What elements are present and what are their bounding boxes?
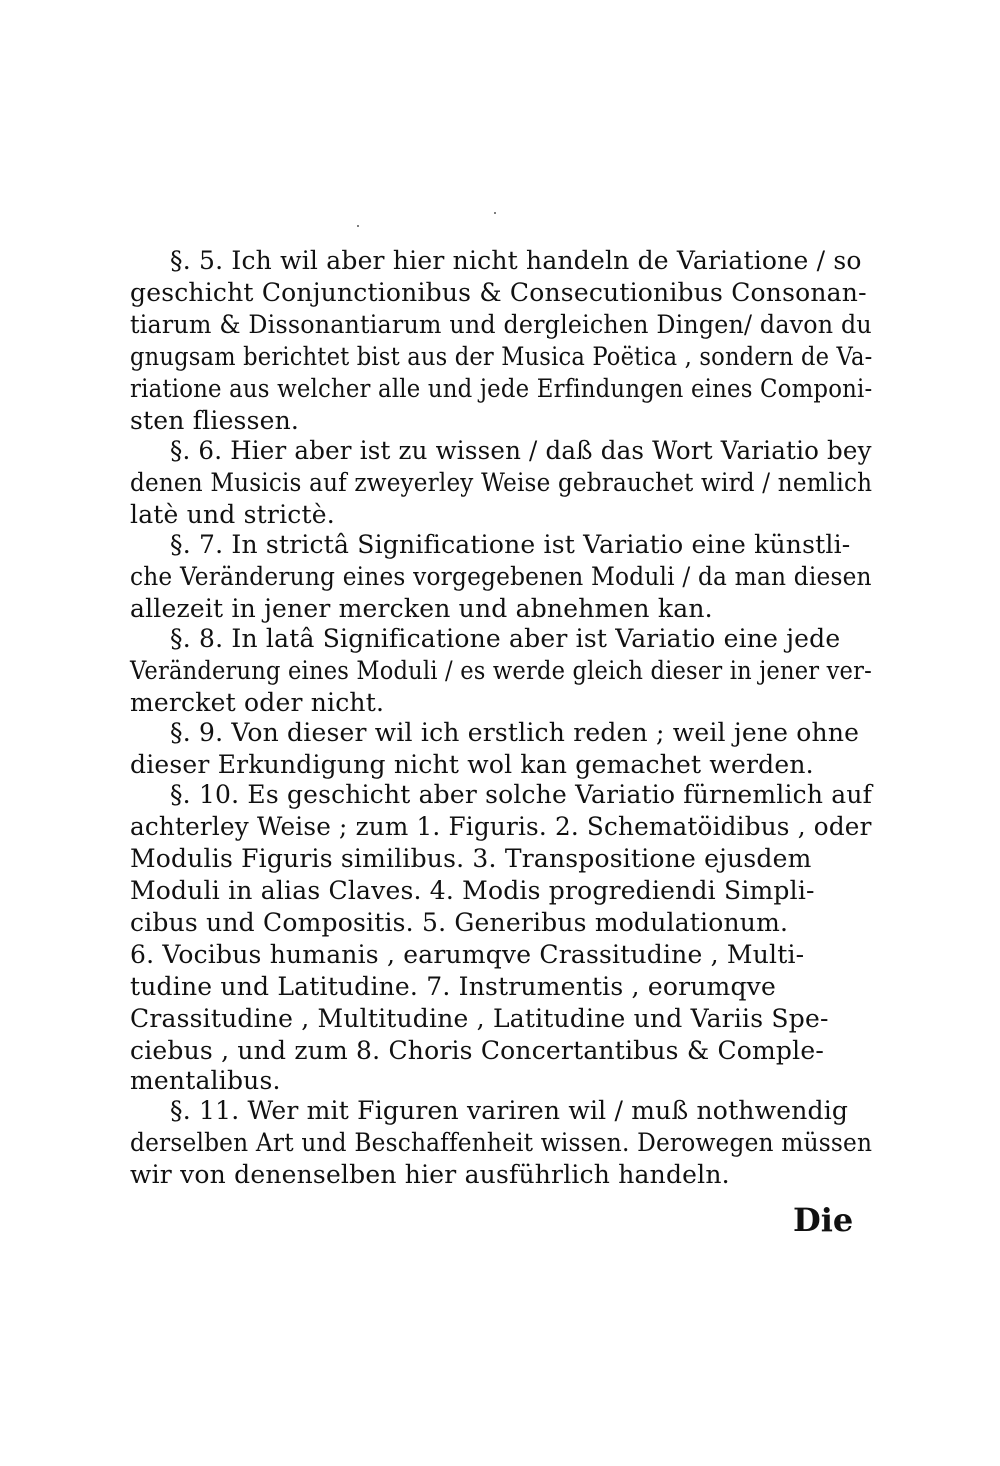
text-line: wir von denenselben hier ausführlich handeln.: [130, 1160, 730, 1189]
text-line: allezeit in jener mercken und abnehmen kan.: [130, 594, 713, 623]
text-line: Moduli in alias Claves. 4. Modis progrediendi Simpli-: [130, 876, 815, 905]
text-line: §. 8. In latâ Significatione aber ist Variatio eine jede: [170, 624, 841, 653]
text-line: tiarum & Dissonantiarum und dergleichen Dingen/ davon du: [130, 310, 872, 339]
text-line: cibus und Compositis. 5. Generibus modulationum.: [130, 908, 789, 937]
text-line: §. 5. Ich wil aber hier nicht handeln de Variatione / so: [170, 246, 862, 275]
text-line: §. 10. Es geschicht aber solche Variatio fürnemlich auf: [170, 780, 873, 809]
text-line: gnugsam berichtet bist aus der Musica Poëtica , sondern de Va-: [130, 342, 873, 371]
text-line: sten fliessen.: [130, 406, 300, 435]
text-line: che Veränderung eines vorgegebenen Moduli / da man diesen: [130, 562, 872, 591]
text-line: mercket oder nicht.: [130, 688, 385, 717]
catchword: Die: [793, 1201, 854, 1239]
text-line: dieser Erkundigung nicht wol kan gemachet werden.: [130, 750, 814, 779]
text-line: denen Musicis auf zweyerley Weise gebrauchet wird / nemlich: [130, 468, 873, 497]
text-line: latè und strictè.: [130, 500, 335, 529]
text-line: 6. Vocibus humanis , earumqve Crassitudine , Multi-: [130, 940, 805, 969]
text-line: riatione aus welcher alle und jede Erfindungen eines Componi-: [130, 374, 873, 403]
text-line: §. 6. Hier aber ist zu wissen / daß das Wort Variatio bey: [170, 436, 872, 465]
text-line: §. 11. Wer mit Figuren variren wil / muß nothwendig: [170, 1096, 849, 1125]
text-line: Modulis Figuris similibus. 3. Transpositione ejusdem: [130, 844, 812, 873]
text-line: §. 7. In strictâ Significatione ist Variatio eine künstli-: [170, 530, 851, 559]
text-line: Crassitudine , Multitudine , Latitudine und Variis Spe-: [130, 1004, 829, 1033]
text-line: achterley Weise ; zum 1. Figuris. 2. Schematöidibus , oder: [130, 812, 872, 841]
text-line: mentalibus.: [130, 1066, 281, 1095]
ink-speck: [357, 225, 359, 227]
text-line: Veränderung eines Moduli / es werde gleich dieser in jener ver-: [130, 656, 872, 685]
text-line: §. 9. Von dieser wil ich erstlich reden ; weil jene ohne: [170, 718, 860, 747]
ink-speck: [494, 212, 496, 214]
text-line: derselben Art und Beschaffenheit wissen. Derowegen müssen: [130, 1128, 873, 1157]
text-line: ciebus , und zum 8. Choris Concertantibus & Comple-: [130, 1036, 824, 1065]
text-line: geschicht Conjunctionibus & Consecutionibus Consonan-: [130, 278, 867, 307]
text-line: tudine und Latitudine. 7. Instrumentis , eorumqve: [130, 972, 776, 1001]
